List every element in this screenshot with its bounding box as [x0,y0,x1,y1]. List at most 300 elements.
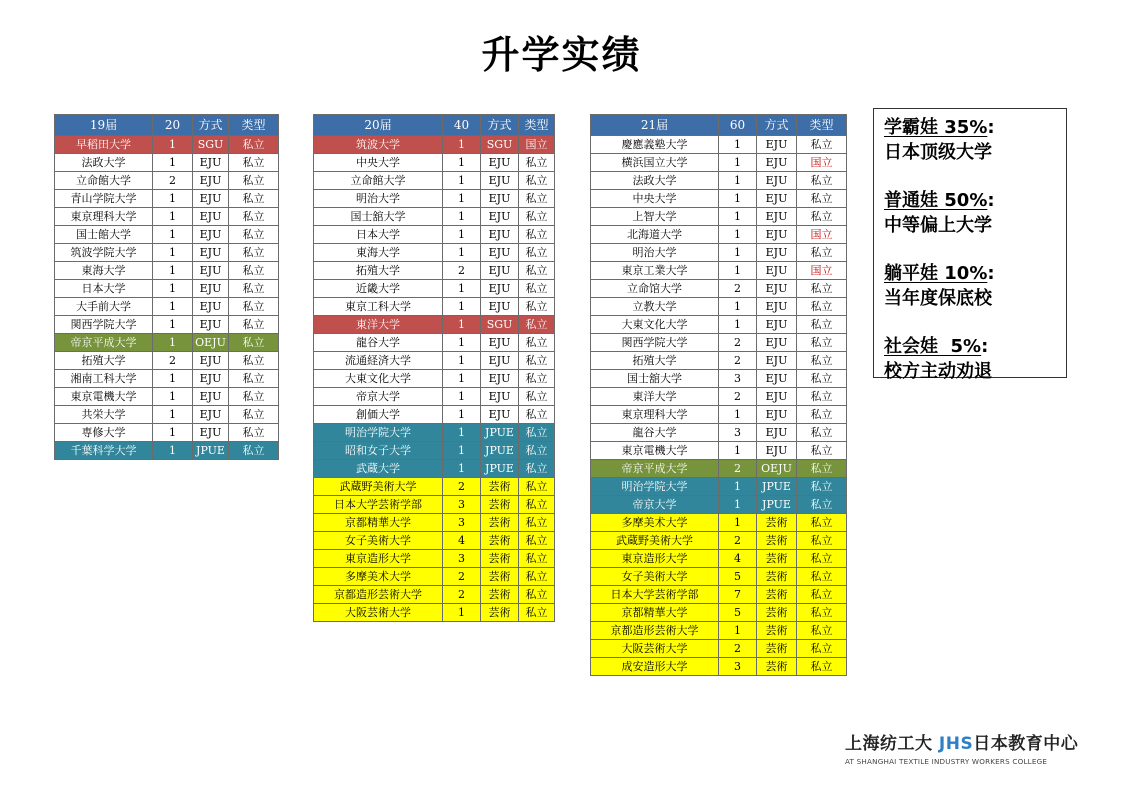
university-cell: 明治大学 [591,244,719,262]
university-cell: 拓殖大学 [314,262,443,280]
method-cell: EJU [757,262,797,280]
university-cell: 日本大学芸術学部 [314,496,443,514]
count-cell: 1 [153,424,193,442]
table-row [55,208,279,226]
table-row [591,334,847,352]
count-cell: 7 [719,586,757,604]
table-row [591,262,847,280]
count-cell: 1 [153,316,193,334]
count-cell: 2 [719,334,757,352]
logo-wordmark [845,729,1079,754]
method-cell: 芸術 [481,568,519,586]
university-cell: 明治学院大学 [591,478,719,496]
method-cell: 芸術 [757,604,797,622]
method-cell: EJU [481,190,519,208]
type-cell: 私立 [797,604,847,622]
method-cell: 芸術 [757,586,797,604]
table-row [55,136,279,154]
logo-suffix: 日本教育中心 [973,734,1079,754]
summary-colon: : [987,190,995,211]
method-cell: JPUE [481,460,519,478]
method-cell: EJU [193,352,229,370]
method-cell: EJU [757,316,797,334]
university-cell: 立命馆大学 [591,280,719,298]
table-row [591,388,847,406]
type-cell: 私立 [797,496,847,514]
university-cell: 大東文化大学 [591,316,719,334]
method-cell: EJU [193,190,229,208]
method-cell: SGU [193,136,229,154]
summary-head: 普通娃 50% [884,190,988,211]
count-cell: 1 [443,406,481,424]
summary-block [884,261,1056,311]
count-cell: 2 [719,280,757,298]
table-row [591,640,847,658]
type-cell: 私立 [229,172,279,190]
type-cell: 私立 [229,226,279,244]
method-cell: EJU [481,226,519,244]
type-cell: 私立 [229,280,279,298]
method-cell: EJU [757,244,797,262]
type-cell: 私立 [519,316,555,334]
table-row [55,190,279,208]
summary-colon: : [987,117,995,138]
header-cell: 类型 [229,115,279,136]
method-cell: SGU [481,136,519,154]
table-row [314,604,555,622]
count-cell: 3 [443,496,481,514]
university-cell: 京都精華大学 [591,604,719,622]
type-cell: 私立 [229,262,279,280]
type-cell: 私立 [797,442,847,460]
method-cell: EJU [193,388,229,406]
method-cell: EJU [193,262,229,280]
method-cell: EJU [481,334,519,352]
table-row [591,586,847,604]
summary-head: 学霸娃 35% [884,117,988,138]
table-row [55,298,279,316]
type-cell: 私立 [797,460,847,478]
type-cell: 私立 [797,478,847,496]
type-cell: 私立 [519,172,555,190]
count-cell: 3 [719,658,757,676]
method-cell: EJU [481,298,519,316]
table-row [55,406,279,424]
type-cell: 私立 [229,298,279,316]
table-row [314,208,555,226]
type-cell: 私立 [797,190,847,208]
count-cell: 2 [153,352,193,370]
method-cell: EJU [481,262,519,280]
count-cell: 1 [719,262,757,280]
count-cell: 1 [443,604,481,622]
table-row [314,298,555,316]
university-cell: 龍谷大学 [591,424,719,442]
method-cell: JPUE [757,478,797,496]
university-cell: 北海道大学 [591,226,719,244]
table-row [591,172,847,190]
type-cell: 国立 [797,262,847,280]
type-cell: 私立 [519,262,555,280]
table-row [591,532,847,550]
summary-sub: 日本顶级大学 [884,142,992,163]
header-cell: 类型 [519,115,555,136]
count-cell: 1 [719,154,757,172]
table-row [314,460,555,478]
count-cell: 1 [153,190,193,208]
type-cell: 私立 [519,514,555,532]
method-cell: EJU [757,154,797,172]
count-cell: 1 [443,442,481,460]
university-cell: 大阪芸術大学 [314,604,443,622]
count-cell: 5 [719,604,757,622]
method-cell: 芸術 [757,568,797,586]
method-cell: 芸術 [757,640,797,658]
type-cell: 私立 [229,208,279,226]
header-cell: 21届 [591,115,719,136]
university-cell: 東京造形大学 [314,550,443,568]
type-cell: 私立 [797,586,847,604]
university-cell: 千葉科学大学 [55,442,153,460]
method-cell: JPUE [481,442,519,460]
type-cell: 私立 [519,190,555,208]
type-cell: 私立 [797,172,847,190]
count-cell: 2 [719,640,757,658]
table-row [591,514,847,532]
university-cell: 湘南工科大学 [55,370,153,388]
count-cell: 1 [153,280,193,298]
method-cell: EJU [757,226,797,244]
logo-prefix: 上海纺工大 [845,734,933,754]
method-cell: 芸術 [757,514,797,532]
count-cell: 1 [443,208,481,226]
university-cell: 中央大学 [591,190,719,208]
university-cell: 龍谷大学 [314,334,443,352]
count-cell: 1 [443,298,481,316]
table-row [591,622,847,640]
type-cell: 私立 [229,370,279,388]
type-cell: 私立 [519,208,555,226]
method-cell: EJU [481,172,519,190]
header-cell: 20 [153,115,193,136]
count-cell: 1 [443,352,481,370]
count-cell: 3 [443,550,481,568]
university-cell: 女子美術大学 [314,532,443,550]
university-cell: 拓殖大学 [591,352,719,370]
method-cell: 芸術 [757,622,797,640]
type-cell: 私立 [519,604,555,622]
method-cell: 芸術 [757,550,797,568]
table-row [591,316,847,334]
university-cell: 東洋大学 [591,388,719,406]
table-row [591,244,847,262]
summary-block [884,115,1056,165]
count-cell: 1 [153,298,193,316]
university-cell: 日本大学 [55,280,153,298]
table-row [55,334,279,352]
university-cell: 帝京大学 [314,388,443,406]
type-cell: 私立 [519,298,555,316]
summary-block [884,188,1056,238]
count-cell: 1 [153,262,193,280]
table-row [314,316,555,334]
table-row [55,244,279,262]
count-cell: 1 [153,370,193,388]
university-cell: 筑波大学 [314,136,443,154]
header-cell: 方式 [193,115,229,136]
method-cell: EJU [757,352,797,370]
type-cell: 私立 [519,226,555,244]
university-cell: 京都造形芸術大学 [591,622,719,640]
table-row [55,388,279,406]
university-cell: 多摩美术大学 [591,514,719,532]
results-table-19 [54,114,279,460]
type-cell: 私立 [797,244,847,262]
method-cell: EJU [757,190,797,208]
table-row [314,478,555,496]
type-cell: 私立 [229,406,279,424]
type-cell: 私立 [229,334,279,352]
university-cell: 多摩美术大学 [314,568,443,586]
count-cell: 1 [443,136,481,154]
method-cell: 芸術 [481,478,519,496]
method-cell: EJU [481,406,519,424]
method-cell: EJU [481,154,519,172]
table-row [314,172,555,190]
method-cell: EJU [193,370,229,388]
table-row [314,352,555,370]
summary-colon: : [981,336,989,357]
count-cell: 2 [443,568,481,586]
table-row [314,406,555,424]
method-cell: EJU [757,280,797,298]
summary-head: 躺平娃 10% [884,263,988,284]
type-cell: 国立 [797,154,847,172]
method-cell: 芸術 [481,496,519,514]
method-cell: EJU [757,172,797,190]
type-cell: 私立 [519,388,555,406]
table-row [55,352,279,370]
university-cell: 大阪芸術大学 [591,640,719,658]
page-title: 升学实绩 [481,33,642,77]
method-cell: EJU [757,442,797,460]
table-row [314,568,555,586]
table-row [591,550,847,568]
university-cell: 女子美術大学 [591,568,719,586]
method-cell: EJU [481,370,519,388]
table-row [591,658,847,676]
university-cell: 立教大学 [591,298,719,316]
summary-sub: 中等偏上大学 [884,215,992,236]
university-cell: 明治大学 [314,190,443,208]
type-cell: 私立 [519,478,555,496]
type-cell: 私立 [229,136,279,154]
table-row [55,442,279,460]
table-row [55,370,279,388]
table-row [591,604,847,622]
table-row [591,406,847,424]
table-row [314,136,555,154]
type-cell: 私立 [797,388,847,406]
method-cell: EJU [757,136,797,154]
count-cell: 1 [153,406,193,424]
method-cell: JPUE [757,496,797,514]
count-cell: 1 [719,226,757,244]
count-cell: 2 [443,478,481,496]
logo-subtitle: AT SHANGHAI TEXTILE INDUSTRY WORKERS COLLEGE [845,757,1048,766]
method-cell: SGU [481,316,519,334]
university-cell: 京都精華大学 [314,514,443,532]
type-cell: 私立 [519,280,555,298]
university-cell: 上智大学 [591,208,719,226]
method-cell: EJU [481,388,519,406]
table-row [55,172,279,190]
university-cell: 専修大学 [55,424,153,442]
table-row [314,532,555,550]
university-cell: 昭和女子大学 [314,442,443,460]
type-cell: 私立 [797,424,847,442]
method-cell: EJU [193,172,229,190]
method-cell: EJU [193,316,229,334]
university-cell: 拓殖大学 [55,352,153,370]
results-table-21 [590,114,847,676]
university-cell: 京都造形芸術大学 [314,586,443,604]
count-cell: 1 [719,514,757,532]
university-cell: 帝京平成大学 [55,334,153,352]
type-cell: 私立 [797,298,847,316]
university-cell: 中央大学 [314,154,443,172]
type-cell: 私立 [797,622,847,640]
method-cell: 芸術 [757,532,797,550]
header-cell: 20届 [314,115,443,136]
count-cell: 2 [443,586,481,604]
table-row [591,226,847,244]
type-cell: 私立 [519,334,555,352]
table-row [591,370,847,388]
method-cell: EJU [757,208,797,226]
table-row [314,280,555,298]
type-cell: 私立 [519,244,555,262]
university-cell: 日本大学 [314,226,443,244]
table-row [55,424,279,442]
method-cell: EJU [757,298,797,316]
type-cell: 私立 [229,154,279,172]
type-cell: 私立 [229,352,279,370]
table-row [314,244,555,262]
university-cell: 国士館大学 [55,226,153,244]
type-cell: 私立 [519,424,555,442]
count-cell: 2 [153,172,193,190]
university-cell: 東京造形大学 [591,550,719,568]
count-cell: 1 [153,226,193,244]
results-table-20 [313,114,555,622]
university-cell: 青山学院大学 [55,190,153,208]
method-cell: 芸術 [757,658,797,676]
university-cell: 東京理科大学 [55,208,153,226]
count-cell: 1 [719,244,757,262]
method-cell: 芸術 [481,586,519,604]
summary-sub: 校方主动劝退 [884,361,992,382]
table-row [591,154,847,172]
method-cell: JPUE [193,442,229,460]
table-row [591,496,847,514]
method-cell: EJU [481,280,519,298]
type-cell: 私立 [229,442,279,460]
method-cell: EJU [481,208,519,226]
table-row [591,298,847,316]
method-cell: EJU [193,298,229,316]
table-header-row [591,115,847,136]
count-cell: 1 [719,298,757,316]
type-cell: 私立 [229,424,279,442]
count-cell: 1 [153,388,193,406]
count-cell: 1 [443,388,481,406]
table-row [55,280,279,298]
university-cell: 帝京大学 [591,496,719,514]
type-cell: 私立 [519,406,555,424]
type-cell: 私立 [519,586,555,604]
count-cell: 4 [443,532,481,550]
method-cell: EJU [193,244,229,262]
type-cell: 私立 [797,640,847,658]
header-cell: 方式 [481,115,519,136]
method-cell: EJU [481,244,519,262]
university-cell: 関西学院大学 [591,334,719,352]
table-row [55,154,279,172]
university-cell: 創価大学 [314,406,443,424]
table-row [591,352,847,370]
university-cell: 国士舘大学 [591,370,719,388]
university-cell: 筑波学院大学 [55,244,153,262]
count-cell: 3 [719,424,757,442]
type-cell: 私立 [519,370,555,388]
method-cell: EJU [757,370,797,388]
type-cell: 国立 [797,226,847,244]
count-cell: 1 [443,154,481,172]
count-cell: 1 [443,280,481,298]
logo-brand: JHS [938,734,974,754]
table-row [314,370,555,388]
type-cell: 私立 [229,244,279,262]
type-cell: 私立 [519,154,555,172]
method-cell: EJU [757,334,797,352]
count-cell: 1 [719,406,757,424]
type-cell: 私立 [797,136,847,154]
university-cell: 帝京平成大学 [591,460,719,478]
method-cell: JPUE [481,424,519,442]
university-cell: 東京理科大学 [591,406,719,424]
table-row [591,460,847,478]
table-row [55,226,279,244]
count-cell: 1 [719,478,757,496]
count-cell: 1 [719,622,757,640]
university-cell: 明治学院大学 [314,424,443,442]
table-row [314,586,555,604]
type-cell: 私立 [797,550,847,568]
university-cell: 武蔵野美術大学 [591,532,719,550]
count-cell: 1 [443,316,481,334]
table-row [591,190,847,208]
university-cell: 東京工業大学 [591,262,719,280]
type-cell: 私立 [797,568,847,586]
university-cell: 東海大学 [55,262,153,280]
table-row [314,550,555,568]
type-cell: 私立 [797,514,847,532]
university-cell: 流通経済大学 [314,352,443,370]
method-cell: EJU [193,154,229,172]
table-row [55,316,279,334]
school-logo [845,729,1079,766]
